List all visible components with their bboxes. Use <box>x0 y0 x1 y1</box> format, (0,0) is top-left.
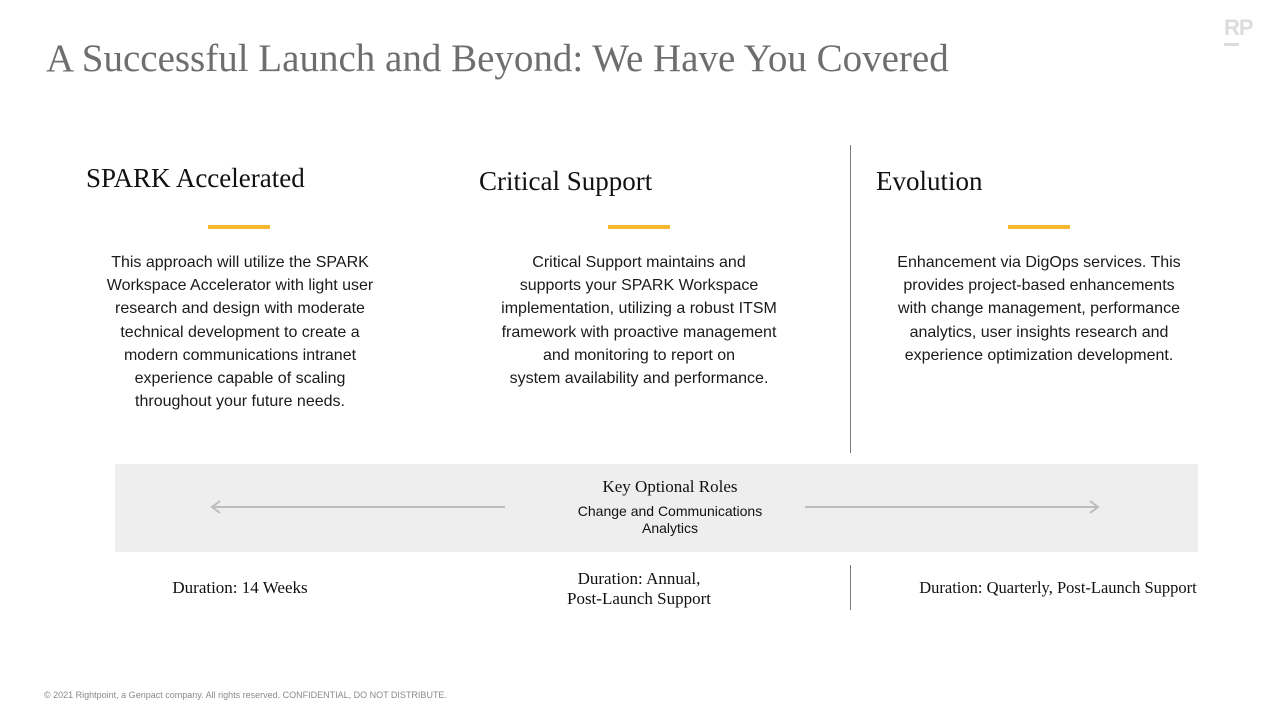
column-body-critical-support: Critical Support maintains and supports your SPARK Workspace implementation, utilizing a robust ITSM framework with proactive management and monitoring to report on system availability and performance. <box>501 254 777 388</box>
slide-title: A Successful Launch and Beyond: We Have You Covered <box>46 37 949 80</box>
column-heading-critical-support: Critical Support <box>479 166 653 196</box>
left-arrow-icon <box>208 499 508 515</box>
column-divider-bottom <box>850 565 851 610</box>
duration-spark-accelerated: Duration: 14 Weeks <box>172 578 308 597</box>
column-heading-spark-accelerated: SPARK Accelerated <box>86 163 305 193</box>
accent-bar <box>608 225 670 229</box>
logo-underline <box>1224 43 1239 46</box>
rightpoint-logo: RP <box>1224 15 1253 40</box>
optional-roles-list: Change and Communications Analytics <box>577 503 763 536</box>
column-heading-evolution: Evolution <box>876 166 983 196</box>
column-body-spark-accelerated: This approach will utilize the SPARK Workspace Accelerator with light user research and design with moderate technical development to create a modern communications intranet experience capable of scaling throughout your future needs. <box>106 254 374 411</box>
footer-copyright: © 2021 Rightpoint, a Genpact company. All rights reserved. CONFIDENTIAL, DO NOT DISTRIBUTE. <box>44 690 447 700</box>
optional-roles-title: Key Optional Roles <box>602 477 738 496</box>
accent-bar <box>208 225 270 229</box>
accent-bar <box>1008 225 1070 229</box>
duration-evolution: Duration: Quarterly, Post-Launch Support <box>919 578 1197 597</box>
column-body-evolution: Enhancement via DigOps services. This provides project-based enhancements with change management, performance analytics, user insights research and experience optimization development. <box>897 254 1181 364</box>
right-arrow-icon <box>803 499 1103 515</box>
duration-critical-support: Duration: Annual, Post-Launch Support <box>566 569 712 608</box>
column-divider-top <box>850 145 851 453</box>
